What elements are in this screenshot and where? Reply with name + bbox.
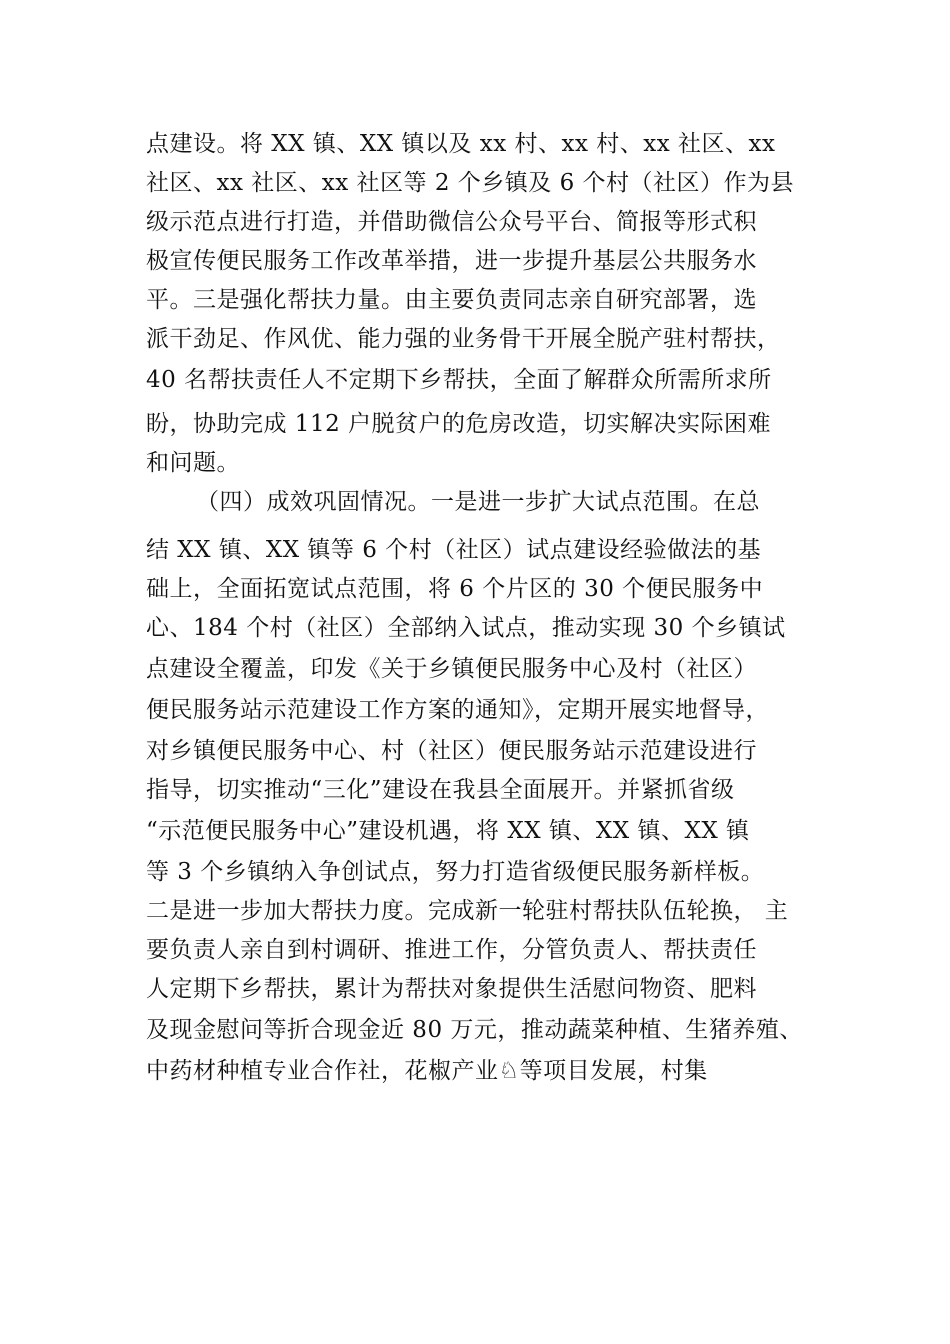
text-line-6: 派干劲足、作风优、能力强的业务骨干开展全脱产驻村帮扶，: [146, 326, 781, 352]
text-line-24: 中药材种植专业合作社，花椒产业♘等项目发展，村集: [146, 1058, 708, 1084]
text-line-5: 平。三是强化帮扶力量。由主要负责同志亲自研究部署，选: [146, 287, 757, 313]
text-line-23: 及现金慰问等折合现金近 80 万元，推动蔬菜种植、生猪养殖、: [146, 1017, 803, 1043]
text-line-2: 社区、xx 社区、xx 社区等 2 个乡镇及 6 个村（社区）作为县: [146, 170, 795, 196]
text-line-20: 二是进一步加大帮扶力度。完成新一轮驻村帮扶队伍轮换， 主: [146, 898, 789, 924]
text-line-21: 要负责人亲自到村调研、推进工作，分管负责人、帮扶责任: [146, 937, 757, 963]
text-line-14: 点建设全覆盖，印发《关于乡镇便民服务中心及村（社区）: [146, 656, 757, 682]
text-line-4: 极宣传便民服务工作改革举措，进一步提升基层公共服务水: [146, 248, 757, 274]
text-line-9: 和问题。: [146, 450, 240, 476]
text-line-11: 结 XX 镇、XX 镇等 6 个村（社区）试点建设经验做法的基: [146, 537, 762, 563]
text-line-18: “示范便民服务中心”建设机遇，将 XX 镇、XX 镇、XX 镇: [146, 818, 750, 844]
text-line-8: 盼，协助完成 112 户脱贫户的危房改造，切实解决实际困难: [146, 411, 772, 437]
text-line-12: 础上，全面拓宽试点范围，将 6 个片区的 30 个便民服务中: [146, 576, 764, 602]
text-line-1: 点建设。将 XX 镇、XX 镇以及 xx 村、xx 村、xx 社区、xx: [146, 131, 776, 157]
text-line-16: 对乡镇便民服务中心、村（社区）便民服务站示范建设进行: [146, 738, 757, 764]
text-line-17: 指导，切实推动“三化”建设在我县全面展开。并紧抓省级: [146, 777, 735, 803]
text-line-3: 级示范点进行打造，并借助微信公众号平台、简报等形式积: [146, 209, 757, 235]
text-line-7: 40 名帮扶责任人不定期下乡帮扶，全面了解群众所需所求所: [146, 367, 772, 393]
text-line-19: 等 3 个乡镇纳入争创试点，努力打造省级便民服务新样板。: [146, 859, 765, 885]
text-line-13: 心、184 个村（社区）全部纳入试点，推动实现 30 个乡镇试: [146, 615, 786, 641]
text-line-15: 便民服务站示范建设工作方案的通知》，定期开展实地督导，: [146, 697, 769, 723]
paragraph-4-heading-line: （四）成效巩固情况。一是进一步扩大试点范围。在总: [196, 489, 760, 515]
text-line-22: 人定期下乡帮扶，累计为帮扶对象提供生活慰问物资、肥料: [146, 976, 757, 1002]
